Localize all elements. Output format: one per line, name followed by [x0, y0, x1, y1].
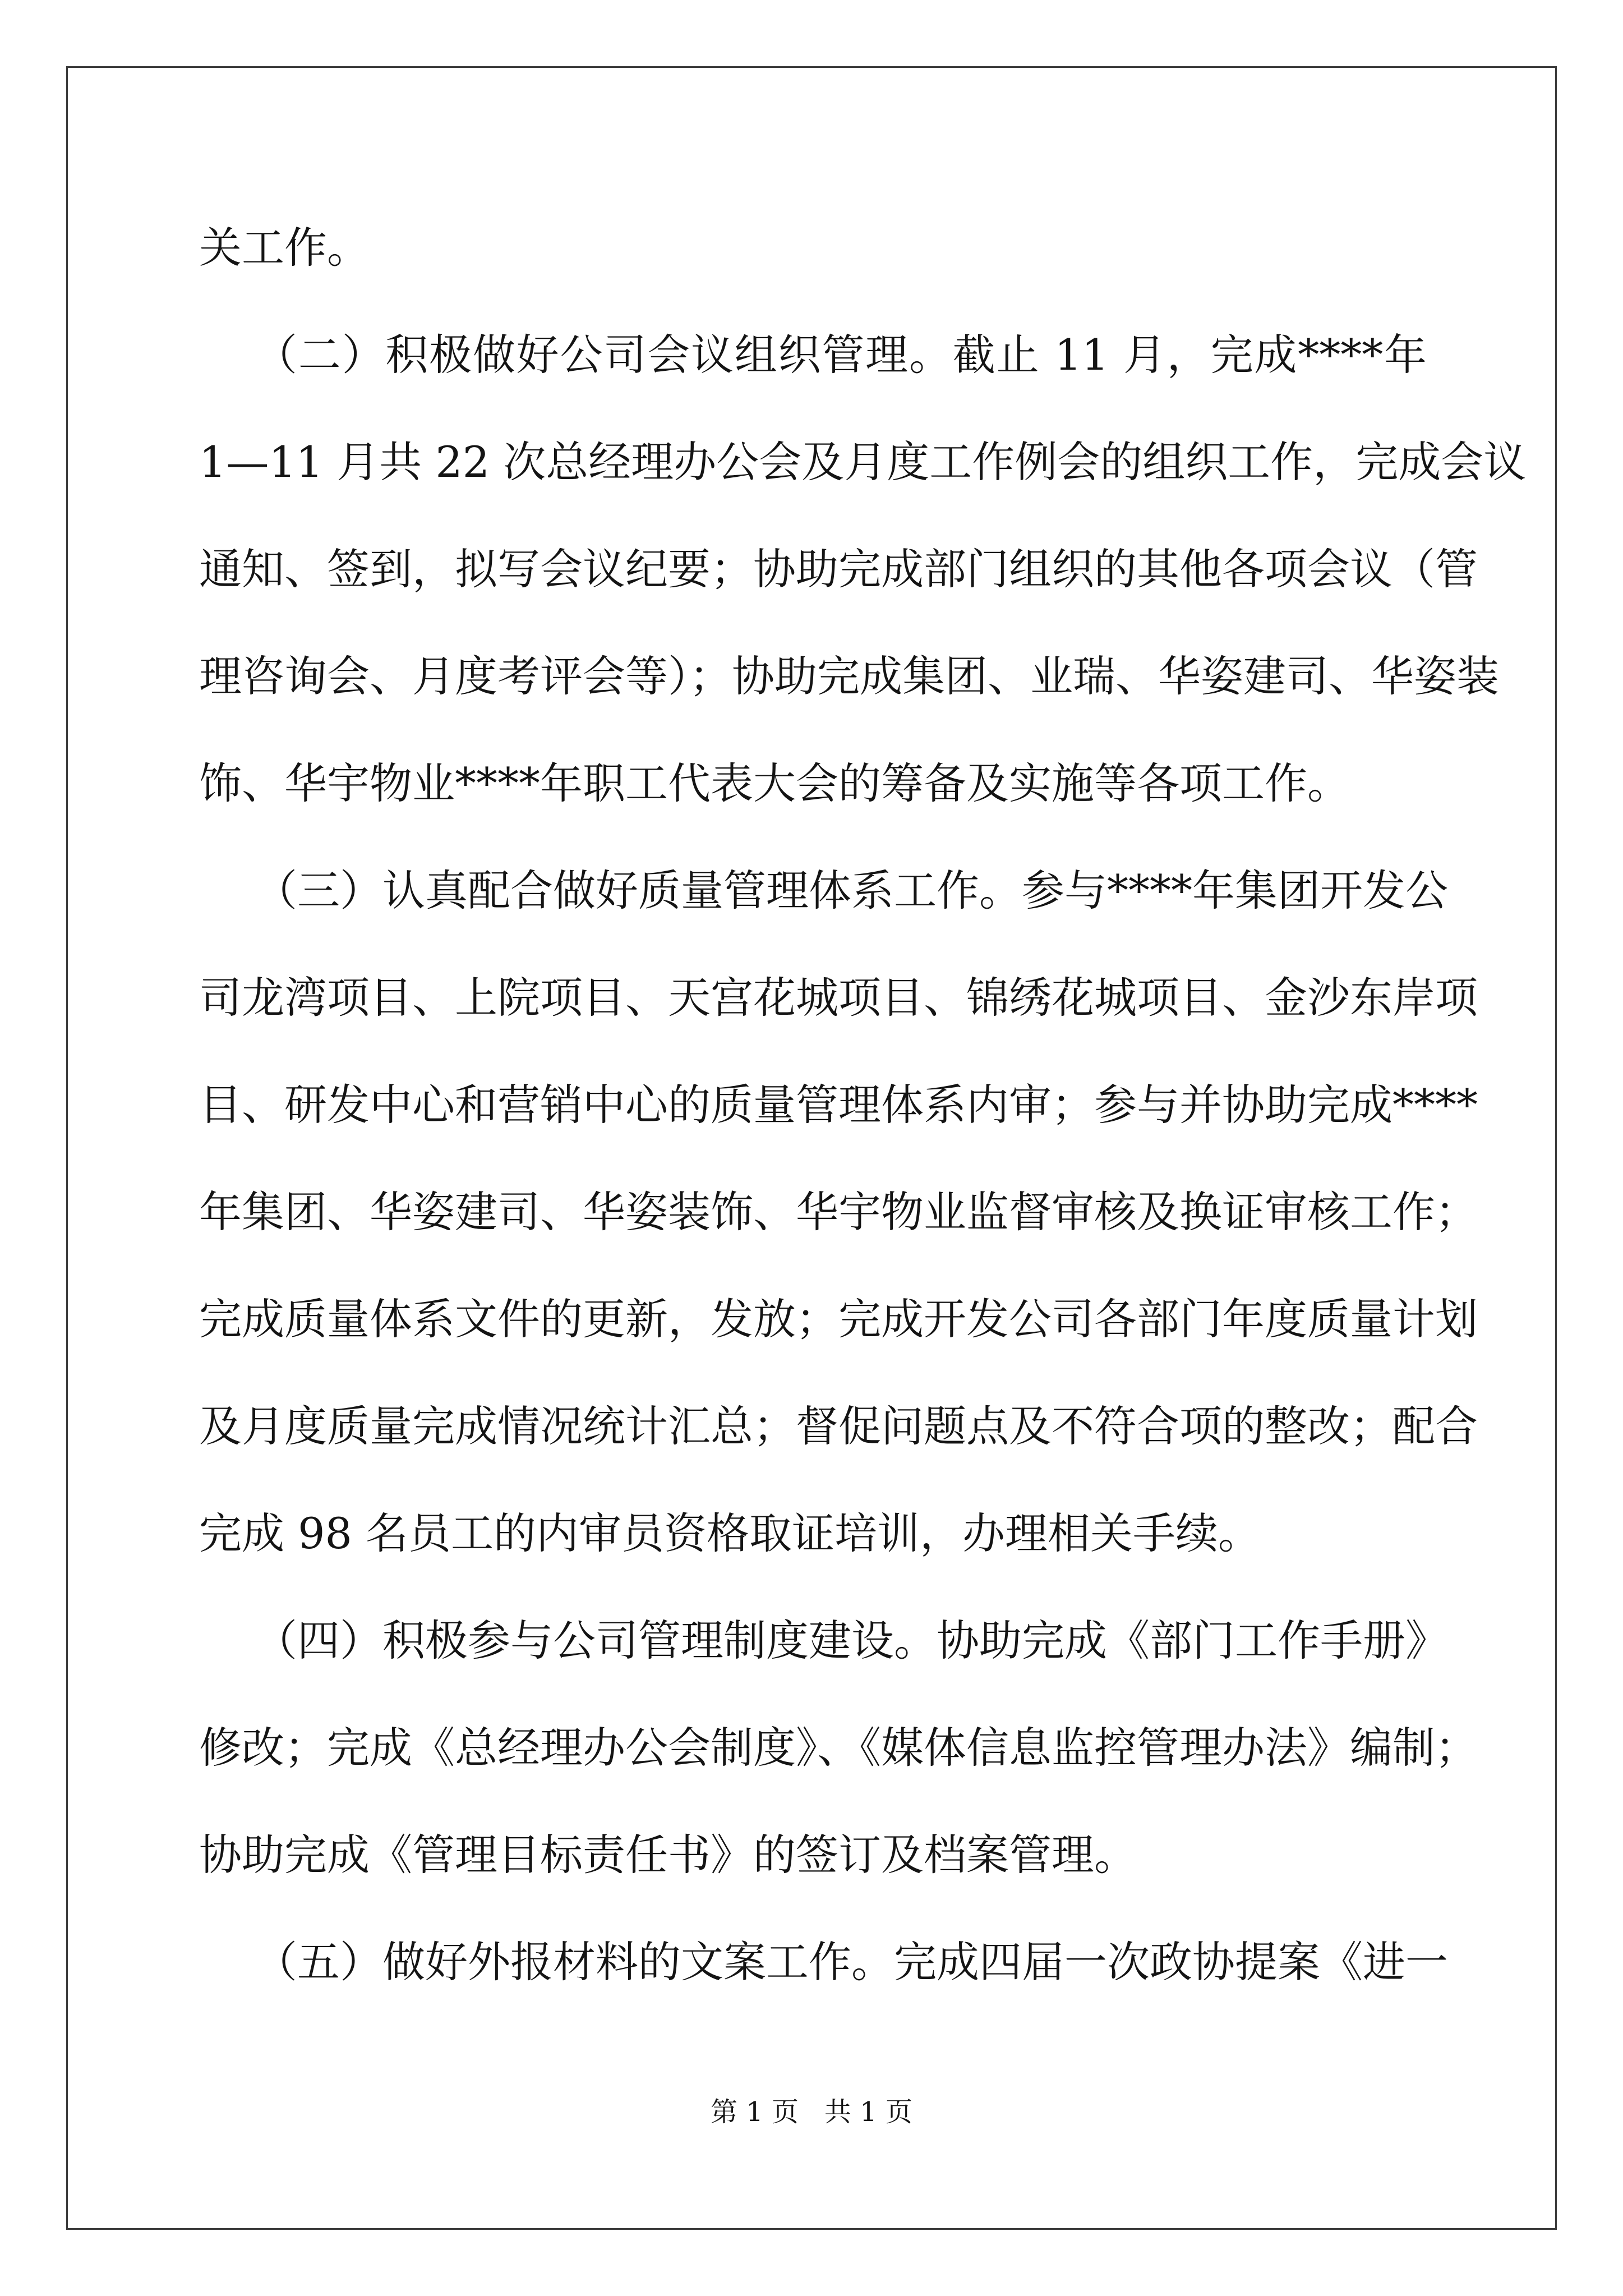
- text-line: 饰、华宇物业****年职工代表大会的筹备及实施等各项工作。: [199, 758, 1350, 808]
- page-number: 第 1 页: [710, 2096, 799, 2128]
- text-line: 理咨询会、月度考评会等）；协助完成集团、业瑞、华姿建司、华姿装: [199, 651, 1499, 701]
- text-line: 关工作。: [199, 223, 370, 273]
- page-footer: [0, 2096, 1623, 2128]
- text-line: 通知、签到，拟写会议纪要；协助完成部门组织的其他各项会议（管: [199, 544, 1478, 594]
- text-line: 完成质量体系文件的更新，发放；完成开发公司各部门年度质量计划: [199, 1294, 1478, 1344]
- text-line: 目、研发中心和营销中心的质量管理体系内审；参与并协助完成****: [199, 1080, 1478, 1130]
- text-line: 1—11 月共 22 次总经理办公会及月度工作例会的组织工作，完成会议: [199, 437, 1527, 487]
- text-line: 协助完成《管理目标责任书》的签订及档案管理。: [199, 1830, 1137, 1880]
- text-line: （三）认真配合做好质量管理体系工作。参与****年集团开发公: [255, 866, 1448, 915]
- text-line: （五）做好外报材料的文案工作。完成四届一次政协提案《进一: [255, 1937, 1448, 1987]
- text-line: 修改；完成《总经理办公会制度》、《媒体信息监控管理办法》编制；: [199, 1723, 1478, 1773]
- page-border: [66, 66, 1557, 2230]
- text-line: 年集团、华姿建司、华姿装饰、华宇物业监督审核及换证审核工作；: [199, 1187, 1478, 1237]
- text-line: （四）积极参与公司管理制度建设。协助完成《部门工作手册》: [255, 1616, 1448, 1665]
- page-total: 共 1 页: [824, 2096, 913, 2128]
- text-line: 及月度质量完成情况统计汇总；督促问题点及不符合项的整改；配合: [199, 1401, 1478, 1451]
- text-line: 完成 98 名员工的内审员资格取证培训，办理相关手续。: [199, 1508, 1261, 1558]
- text-line: （二）积极做好公司会议组织管理。截止 11 月，完成****年: [255, 330, 1427, 380]
- text-line: 司龙湾项目、上院项目、天宫花城项目、锦绣花城项目、金沙东岸项: [199, 973, 1478, 1023]
